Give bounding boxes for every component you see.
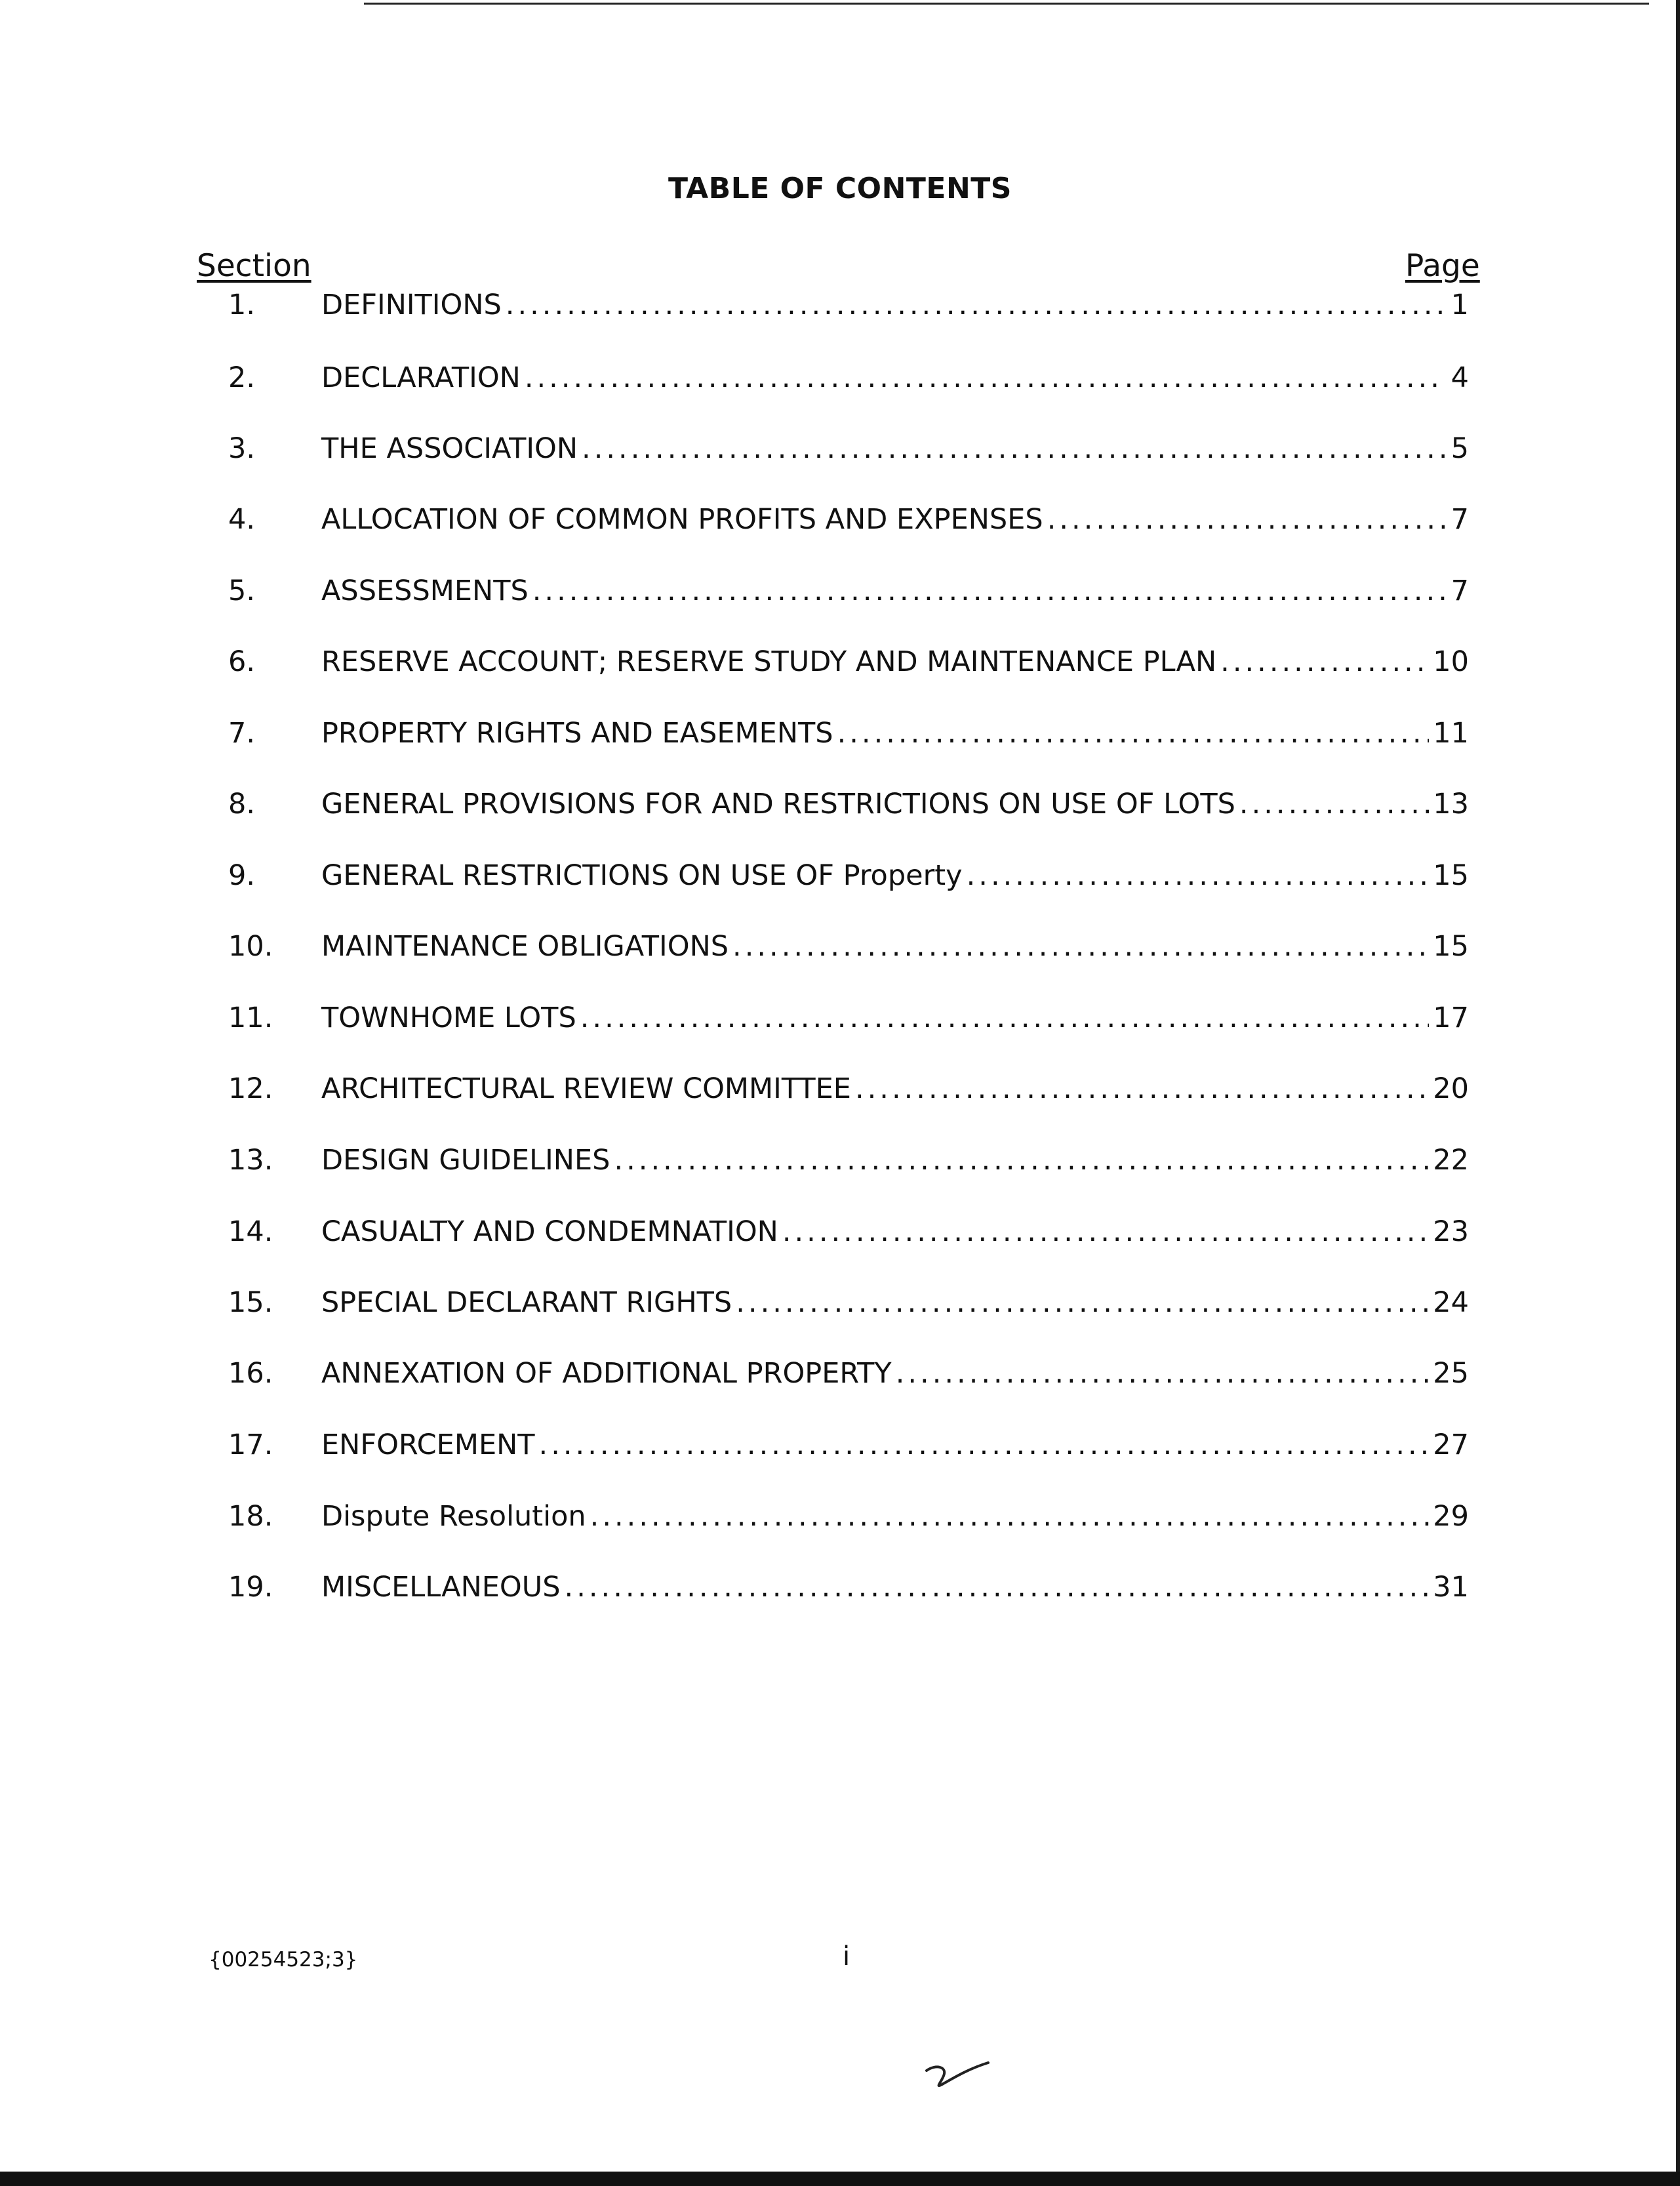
toc-entry-number: 1. [228,289,256,321]
toc-entry-number: 18. [228,1500,273,1533]
toc-entry-number: 4. [228,503,256,536]
toc-entry-title: DEFINITIONS [321,289,502,321]
toc-entry [197,287,1469,323]
toc-dot-leader [967,857,1430,894]
toc-entry [197,643,1469,680]
toc-entry-page: 11 [1433,717,1469,750]
toc-entry-title: SPECIAL DECLARANT RIGHTS [321,1286,732,1319]
toc-entry-page: 7 [1450,503,1469,536]
toc-entry-number: 12. [228,1072,273,1105]
toc-entry-page: 1 [1450,289,1469,321]
toc-entry [197,1142,1469,1179]
toc-entry-page: 10 [1433,645,1469,678]
toc-entry-page: 31 [1433,1571,1469,1604]
toc-entry-title: GENERAL RESTRICTIONS ON USE OF Property [321,859,963,892]
handwritten-initial [921,2056,993,2095]
toc-dot-leader [539,1427,1430,1463]
toc-entry [197,715,1469,752]
toc-dot-leader [837,715,1430,752]
page-column-header: Page [1405,248,1480,284]
toc-entry-page: 15 [1433,859,1469,892]
toc-entry-page: 13 [1433,788,1469,820]
toc-entry-page: 4 [1450,361,1469,394]
toc-entry [197,1355,1469,1392]
toc-entry [197,359,1469,396]
toc-dot-leader [1220,643,1429,680]
footer-page-number: i [843,1941,850,1972]
toc-dot-leader [1239,786,1429,822]
toc-dot-leader [1047,501,1445,538]
toc-entry-title: ALLOCATION OF COMMON PROFITS AND EXPENSES [321,503,1043,536]
toc-entry [197,1569,1469,1606]
section-column-header: Section [197,248,311,284]
toc-entry [197,1070,1469,1107]
toc-entry-page: 23 [1433,1215,1469,1248]
toc-entry-page: 20 [1433,1072,1469,1105]
toc-dot-leader [565,1569,1430,1606]
toc-entry-title: PROPERTY RIGHTS AND EASEMENTS [321,717,833,750]
toc-dot-leader [532,573,1445,609]
toc-entry-title: TOWNHOME LOTS [321,1002,576,1034]
toc-entry [197,1000,1469,1036]
toc-entry [197,501,1469,538]
toc-dot-leader [590,1498,1430,1535]
scan-bottom-border [0,2172,1680,2186]
toc-entry-page: 17 [1433,1002,1469,1034]
footer-document-id: {00254523;3} [209,1948,358,1972]
toc-entry [197,786,1469,822]
toc-entry [197,928,1469,965]
toc-dot-leader [614,1142,1429,1179]
toc-entry-page: 15 [1433,930,1469,963]
toc-entry-number: 19. [228,1571,273,1604]
toc-entry-title: MAINTENANCE OBLIGATIONS [321,930,729,963]
toc-entry-number: 17. [228,1428,273,1461]
toc-entry-number: 5. [228,575,256,607]
toc-entry-number: 15. [228,1286,273,1319]
toc-entry [197,573,1469,609]
toc-entry-number: 10. [228,930,273,963]
toc-dot-leader [506,287,1445,323]
toc-entry-number: 6. [228,645,256,678]
toc-entry [197,857,1469,894]
toc-entry-page: 22 [1433,1144,1469,1177]
toc-entry [197,1498,1469,1535]
toc-entry-title: ENFORCEMENT [321,1428,535,1461]
page-title: TABLE OF CONTENTS [668,172,1012,205]
toc-entry [197,1213,1469,1250]
toc-entry-title: MISCELLANEOUS [321,1571,561,1604]
toc-entry-number: 8. [228,788,256,820]
toc-entry-page: 5 [1450,432,1469,465]
toc-entry-title: ASSESSMENTS [321,575,529,607]
toc-entry-title: RESERVE ACCOUNT; RESERVE STUDY AND MAINTENANCE PLAN [321,645,1217,678]
toc-entry-title: THE ASSOCIATION [321,432,578,465]
toc-dot-leader [732,928,1429,965]
toc-dot-leader [855,1070,1429,1107]
toc-entry-title: CASUALTY AND CONDEMNATION [321,1215,778,1248]
toc-entry-title: DESIGN GUIDELINES [321,1144,610,1177]
toc-entry-number: 13. [228,1144,273,1177]
toc-entry-title: ARCHITECTURAL REVIEW COMMITTEE [321,1072,851,1105]
toc-entry-title: DECLARATION [321,361,521,394]
toc-dot-leader [736,1284,1429,1321]
toc-entry-number: 3. [228,432,256,465]
toc-entry-number: 9. [228,859,256,892]
toc-entry-number: 11. [228,1002,273,1034]
toc-entry-number: 16. [228,1357,273,1390]
toc-entry-title: ANNEXATION OF ADDITIONAL PROPERTY [321,1357,892,1390]
toc-entry-number: 7. [228,717,256,750]
toc-entry-number: 2. [228,361,256,394]
scan-right-border [1676,0,1680,2186]
toc-entry-number: 14. [228,1215,273,1248]
toc-entry-page: 25 [1433,1357,1469,1390]
toc-entry [197,1284,1469,1321]
toc-entry [197,430,1469,467]
toc-entry-title: GENERAL PROVISIONS FOR AND RESTRICTIONS ON USE OF LOTS [321,788,1235,820]
toc-entry-title: Dispute Resolution [321,1500,586,1533]
toc-dot-leader [782,1213,1429,1250]
toc-dot-leader [896,1355,1430,1392]
toc-entry-page: 29 [1433,1500,1469,1533]
toc-entry-page: 27 [1433,1428,1469,1461]
scan-top-border [364,3,1649,5]
toc-dot-leader [582,430,1445,467]
toc-entry [197,1427,1469,1463]
toc-entry-page: 24 [1433,1286,1469,1319]
toc-dot-leader [525,359,1445,396]
toc-entry-page: 7 [1450,575,1469,607]
toc-dot-leader [580,1000,1430,1036]
